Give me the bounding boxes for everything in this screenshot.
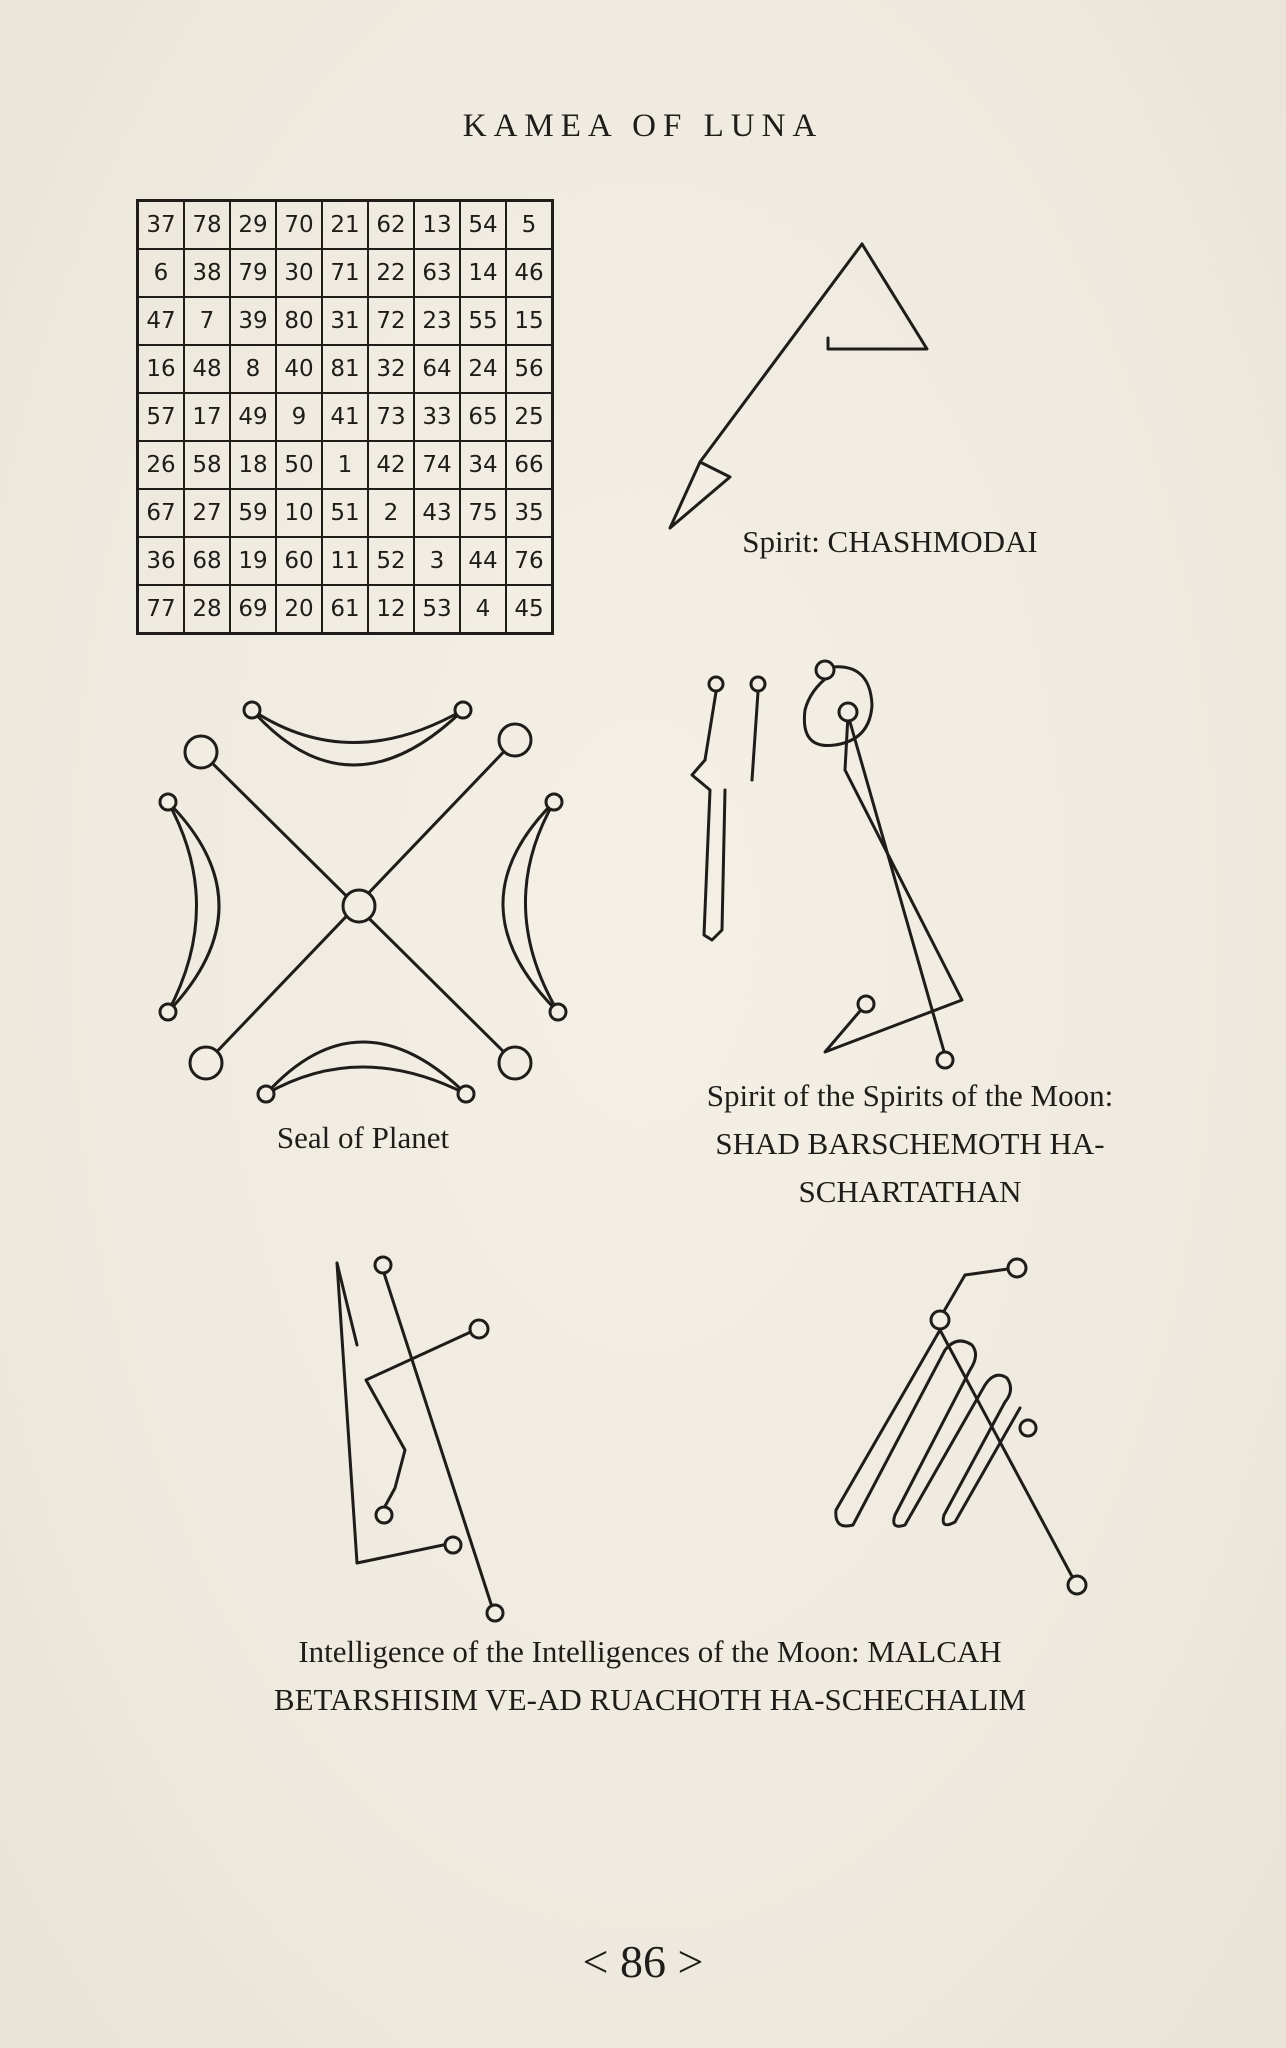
- kamea-cell: 41: [322, 393, 368, 441]
- kamea-cell: 81: [322, 345, 368, 393]
- kamea-cell: 70: [276, 201, 322, 250]
- spirit-of-spirits-line2: SHAD BARSCHEMOTH HA-: [715, 1126, 1105, 1161]
- kamea-cell: 51: [322, 489, 368, 537]
- kamea-cell: 74: [414, 441, 460, 489]
- kamea-cell: 18: [230, 441, 276, 489]
- intelligence-sigil-right: [836, 1259, 1086, 1594]
- kamea-cell: 20: [276, 585, 322, 634]
- intelligence-line1: Intelligence of the Intelligences of the Moon: MALCAH: [298, 1634, 1002, 1669]
- kamea-cell: 46: [506, 249, 553, 297]
- kamea-cell: 62: [368, 201, 414, 250]
- kamea-cell: 40: [276, 345, 322, 393]
- kamea-cell: 26: [138, 441, 185, 489]
- kamea-cell: 23: [414, 297, 460, 345]
- kamea-cell: 64: [414, 345, 460, 393]
- kamea-cell: 1: [322, 441, 368, 489]
- seal-caption: Seal of Planet: [276, 1120, 450, 1155]
- spirit-caption: Spirit: CHASHMODAI: [742, 524, 1038, 559]
- kamea-cell: 45: [506, 585, 553, 634]
- intelligence-line2: BETARSHISIM VE-AD RUACHOTH HA-SCHECHALIM: [273, 1682, 1027, 1717]
- spirit-of-spirits-caption: [640, 1072, 1180, 1216]
- kamea-cell: 63: [414, 249, 460, 297]
- kamea-cell: 37: [138, 201, 185, 250]
- kamea-cell: 33: [414, 393, 460, 441]
- kamea-cell: 19: [230, 537, 276, 585]
- intelligence-sigil-left: [337, 1257, 503, 1621]
- kamea-cell: 6: [138, 249, 185, 297]
- kamea-cell: 44: [460, 537, 506, 585]
- page-number: < 86 >: [582, 1936, 704, 1987]
- intelligence-caption: [200, 1628, 1100, 1724]
- kamea-cell: 77: [138, 585, 185, 634]
- kamea-cell: 32: [368, 345, 414, 393]
- kamea-cell: 59: [230, 489, 276, 537]
- kamea-cell: 3: [414, 537, 460, 585]
- kamea-cell: 42: [368, 441, 414, 489]
- kamea-cell: 68: [184, 537, 230, 585]
- kamea-cell: 61: [322, 585, 368, 634]
- kamea-cell: 11: [322, 537, 368, 585]
- kamea-cell: 53: [414, 585, 460, 634]
- page-title: KAMEA OF LUNA: [462, 108, 824, 144]
- kamea-cell: 67: [138, 489, 185, 537]
- kamea-cell: 22: [368, 249, 414, 297]
- kamea-cell: 80: [276, 297, 322, 345]
- kamea-cell: 2: [368, 489, 414, 537]
- kamea-cell: 43: [414, 489, 460, 537]
- kamea-cell: 55: [460, 297, 506, 345]
- kamea-cell: 34: [460, 441, 506, 489]
- kamea-cell: 48: [184, 345, 230, 393]
- kamea-cell: 79: [230, 249, 276, 297]
- kamea-cell: 49: [230, 393, 276, 441]
- kamea-cell: 17: [184, 393, 230, 441]
- kamea-cell: 65: [460, 393, 506, 441]
- kamea-cell: 25: [506, 393, 553, 441]
- kamea-cell: 58: [184, 441, 230, 489]
- kamea-cell: 30: [276, 249, 322, 297]
- kamea-cell: 13: [414, 201, 460, 250]
- kamea-cell: 35: [506, 489, 553, 537]
- kamea-cell: 39: [230, 297, 276, 345]
- kamea-cell: 29: [230, 201, 276, 250]
- spirit-of-spirits-line1: Spirit of the Spirits of the Moon:: [706, 1078, 1114, 1113]
- kamea-cell: 54: [460, 201, 506, 250]
- kamea-cell: 60: [276, 537, 322, 585]
- kamea-cell: 56: [506, 345, 553, 393]
- kamea-cell: 4: [460, 585, 506, 634]
- kamea-cell: 78: [184, 201, 230, 250]
- kamea-cell: 69: [230, 585, 276, 634]
- kamea-cell: 14: [460, 249, 506, 297]
- kamea-cell: 24: [460, 345, 506, 393]
- kamea-cell: 31: [322, 297, 368, 345]
- kamea-cell: 57: [138, 393, 185, 441]
- kamea-cell: 5: [506, 201, 553, 250]
- kamea-cell: 71: [322, 249, 368, 297]
- kamea-cell: 10: [276, 489, 322, 537]
- kamea-cell: 15: [506, 297, 553, 345]
- kamea-cell: 50: [276, 441, 322, 489]
- kamea-cell: 12: [368, 585, 414, 634]
- kamea-cell: 7: [184, 297, 230, 345]
- kamea-cell: 27: [184, 489, 230, 537]
- spirit-of-spirits-line3: SCHARTATHAN: [798, 1174, 1022, 1209]
- kamea-cell: 21: [322, 201, 368, 250]
- spirit-chashmodai-sigil: [670, 244, 927, 528]
- kamea-cell: 73: [368, 393, 414, 441]
- kamea-cell: 66: [506, 441, 553, 489]
- kamea-cell: 9: [276, 393, 322, 441]
- spirit-of-spirits-sigil: [692, 661, 962, 1068]
- kamea-cell: 8: [230, 345, 276, 393]
- seal-of-planet-sigil: [160, 702, 566, 1102]
- kamea-cell: 72: [368, 297, 414, 345]
- kamea-cell: 52: [368, 537, 414, 585]
- kamea-cell: 76: [506, 537, 553, 585]
- kamea-cell: 16: [138, 345, 185, 393]
- kamea-cell: 28: [184, 585, 230, 634]
- kamea-cell: 47: [138, 297, 185, 345]
- kamea-cell: 38: [184, 249, 230, 297]
- kamea-cell: 36: [138, 537, 185, 585]
- kamea-cell: 75: [460, 489, 506, 537]
